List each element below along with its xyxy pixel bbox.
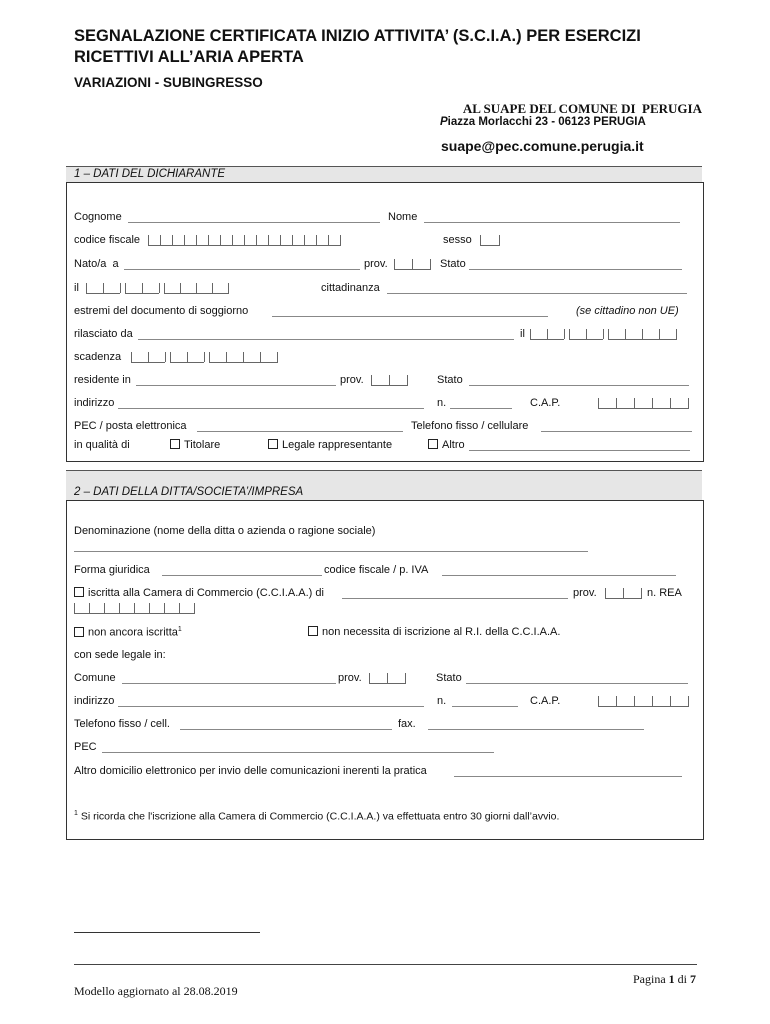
input-cap[interactable] <box>598 398 689 408</box>
input-data-rilascio[interactable] <box>530 329 677 339</box>
label-estremi-documento: estremi del documento di soggiorno <box>74 305 249 317</box>
label-cf-iva: codice fiscale / p. IVA <box>324 564 429 576</box>
option-non-necessita-label: non necessita di iscrizione al R.I. della C.C.I.A.A. <box>322 626 561 638</box>
input-telefono-sede[interactable] <box>180 729 392 730</box>
input-rilasciato-da[interactable] <box>138 339 514 340</box>
label-sede-legale: con sede legale in: <box>74 649 166 661</box>
label-indirizzo: indirizzo <box>74 397 115 409</box>
input-stato-residenza[interactable] <box>469 385 689 386</box>
recipient-address <box>440 116 646 128</box>
option-legale-label: Legale rappresentante <box>282 439 393 451</box>
option-iscritta-cciaa[interactable] <box>74 587 324 599</box>
label-cognome: Cognome <box>74 211 122 223</box>
page-current: 1 <box>668 972 675 986</box>
checkbox-titolare[interactable] <box>170 439 180 449</box>
label-indirizzo-sede: indirizzo <box>74 695 115 707</box>
input-rea[interactable] <box>74 603 195 613</box>
input-residente-in[interactable] <box>136 385 336 386</box>
footnote-separator <box>74 932 260 933</box>
footnote-number: 1 <box>74 810 78 817</box>
input-denominazione[interactable] <box>74 551 588 552</box>
label-denominazione: Denominazione (nome della ditta o azienda o ragione sociale) <box>74 525 376 537</box>
label-pec: PEC / posta elettronica <box>74 420 187 432</box>
input-comune[interactable] <box>122 683 336 684</box>
label-stato-sede: Stato <box>436 672 462 684</box>
page-label: Pagina <box>632 972 669 986</box>
label-forma-giuridica: Forma giuridica <box>74 564 150 576</box>
checkbox-iscritta-cciaa[interactable] <box>74 587 84 597</box>
label-codice-fiscale: codice fiscale <box>74 234 141 246</box>
label-comune: Comune <box>74 672 116 684</box>
input-data-scadenza[interactable] <box>131 352 278 362</box>
input-altro-domicilio[interactable] <box>454 776 682 777</box>
label-rilasciato-da: rilasciato da <box>74 328 133 340</box>
input-prov-sede[interactable] <box>369 673 406 683</box>
input-altro-qualita[interactable] <box>469 450 690 451</box>
input-cognome[interactable] <box>128 222 380 223</box>
label-cap: C.A.P. <box>530 397 561 409</box>
label-prov-cciaa: prov. <box>573 587 597 599</box>
checkbox-legale-rappresentante[interactable] <box>268 439 278 449</box>
label-prov-residenza: prov. <box>340 374 364 386</box>
option-iscritta-label: iscritta alla Camera di Commercio (C.C.I.A.A.) di <box>88 587 324 599</box>
label-il: il <box>74 282 79 294</box>
label-numero: n. <box>437 397 447 409</box>
label-nato: Nato/a a <box>74 258 119 270</box>
page-of: di <box>674 972 690 986</box>
label-residente-in: residente in <box>74 374 131 386</box>
recipient-office: AL SUAPE DEL COMUNE DI PERUGIA <box>462 101 702 116</box>
label-cap-sede: C.A.P. <box>530 695 561 707</box>
input-stato-sede[interactable] <box>466 683 688 684</box>
label-numero-sede: n. <box>437 695 447 707</box>
footnote <box>74 810 559 823</box>
label-rea: n. REA <box>647 587 682 599</box>
input-fax[interactable] <box>428 729 644 730</box>
input-telefono[interactable] <box>541 431 692 432</box>
option-titolare[interactable] <box>170 439 220 451</box>
input-stato-nascita[interactable] <box>469 269 682 270</box>
input-indirizzo-sede[interactable] <box>118 706 424 707</box>
option-non-ancora-iscritta[interactable] <box>74 626 182 639</box>
input-luogo-nascita[interactable] <box>124 269 360 270</box>
footnote-text: Si ricorda che l'iscrizione alla Camera di Commercio (C.C.I.A.A.) va effettuata entro 30 giorni dall’avvio. <box>80 810 560 823</box>
label-in-qualita-di: in qualità di <box>74 439 130 451</box>
input-data-nascita[interactable] <box>86 283 229 293</box>
label-cittadinanza: cittadinanza <box>321 282 380 294</box>
model-version: Modello aggiornato al 28.08.2019 <box>74 984 238 998</box>
checkbox-altro[interactable] <box>428 439 438 449</box>
input-sesso[interactable] <box>480 235 500 245</box>
checkbox-non-ancora-iscritta[interactable] <box>74 627 84 637</box>
page-number <box>633 972 696 987</box>
input-numero-sede[interactable] <box>452 706 518 707</box>
checkbox-non-necessita[interactable] <box>308 626 318 636</box>
option-legale-rappresentante[interactable] <box>268 439 392 451</box>
input-cciaa-di[interactable] <box>342 598 568 599</box>
footer-rule <box>74 964 697 965</box>
address-text: iazza Morlacchi 23 - 06123 PERUGIA <box>447 116 646 128</box>
option-titolare-label: Titolare <box>184 439 221 451</box>
document-subtitle: VARIAZIONI - SUBINGRESSO <box>74 75 263 90</box>
input-prov-residenza[interactable] <box>371 375 408 385</box>
input-pec-sede[interactable] <box>102 752 494 753</box>
page-total: 7 <box>690 972 696 986</box>
section2-header <box>66 470 702 501</box>
pec-email: suape@pec.comune.perugia.it <box>441 138 644 154</box>
label-pec-sede: PEC <box>74 741 97 753</box>
input-indirizzo[interactable] <box>118 408 424 409</box>
label-altro-domicilio: Altro domicilio elettronico per invio delle comunicazioni inerenti la pratica <box>74 765 427 777</box>
input-estremi-documento[interactable] <box>272 316 548 317</box>
address-initial: P <box>440 116 448 128</box>
label-fax: fax. <box>398 718 416 730</box>
document-title: SEGNALAZIONE CERTIFICATA INIZIO ATTIVITA’ (S.C.I.A.) PER ESERCIZI RICETTIVI ALL’ARIA APERTA <box>74 27 641 66</box>
option-non-ancora-label: non ancora iscritta <box>88 626 178 639</box>
section2-title: 2 – DATI DELLA DITTA/SOCIETA’/IMPRESA <box>74 486 304 498</box>
input-cap-sede[interactable] <box>598 696 689 706</box>
input-numero[interactable] <box>450 408 512 409</box>
option-altro-label: Altro <box>442 439 465 451</box>
label-nome: Nome <box>388 211 418 223</box>
label-stato: Stato <box>440 258 466 270</box>
label-scadenza: scadenza <box>74 351 122 363</box>
label-telefono: Telefono fisso / cellulare <box>411 420 529 432</box>
label-telefono-sede: Telefono fisso / cell. <box>74 718 170 730</box>
input-pec[interactable] <box>197 431 403 432</box>
section1-title: 1 – DATI DEL DICHIARANTE <box>74 168 226 180</box>
input-cittadinanza[interactable] <box>387 293 687 294</box>
input-prov-nascita[interactable] <box>394 259 431 269</box>
input-forma-giuridica[interactable] <box>162 575 322 576</box>
footnote-ref: 1 <box>177 626 182 633</box>
note-cittadino-non-ue: (se cittadino non UE) <box>576 305 679 317</box>
label-prov: prov. <box>364 258 388 270</box>
section1-header <box>66 166 702 183</box>
option-non-necessita-iscrizione[interactable] <box>308 626 560 638</box>
label-sesso: sesso <box>443 234 472 246</box>
label-stato-residenza: Stato <box>437 374 463 386</box>
label-prov-sede: prov. <box>338 672 362 684</box>
input-nome[interactable] <box>424 222 680 223</box>
option-altro[interactable] <box>428 439 465 451</box>
label-rilasciato-il: il <box>520 328 525 340</box>
input-cf-iva[interactable] <box>442 575 676 576</box>
input-prov-cciaa[interactable] <box>605 588 642 598</box>
input-codice-fiscale[interactable] <box>148 235 341 245</box>
